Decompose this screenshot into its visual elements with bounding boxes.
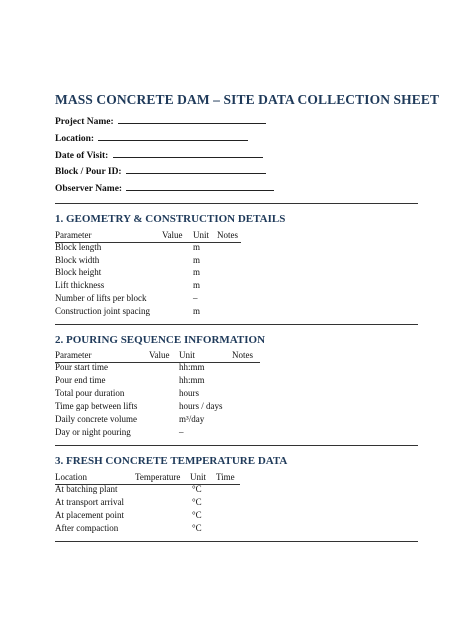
- date-of-visit-label: Date of Visit:: [55, 151, 109, 161]
- unit-cell: hours: [179, 388, 199, 398]
- divider: [55, 541, 418, 542]
- divider: [55, 324, 418, 325]
- parameter-cell: Pour end time: [55, 375, 106, 385]
- project-name-label: Project Name:: [55, 117, 114, 127]
- column-header: Unit: [190, 472, 207, 482]
- parameter-cell: Day or night pouring: [55, 427, 131, 437]
- column-header: Notes: [232, 350, 253, 360]
- parameter-cell: Number of lifts per block: [55, 293, 147, 303]
- parameter-cell: Lift thickness: [55, 280, 105, 290]
- block-pour-id-line[interactable]: [126, 164, 266, 174]
- parameter-cell: Block height: [55, 267, 102, 277]
- divider: [55, 445, 418, 446]
- parameter-cell: Construction joint spacing: [55, 306, 150, 316]
- column-header: Value: [149, 350, 170, 360]
- date-of-visit-field[interactable]: [55, 148, 263, 161]
- observer-name-line[interactable]: [126, 181, 274, 191]
- unit-cell: m: [193, 255, 201, 265]
- column-header: Unit: [193, 230, 210, 240]
- parameter-cell: Total pour duration: [55, 388, 125, 398]
- observer-name-field[interactable]: [55, 181, 274, 194]
- column-header: Time: [216, 472, 235, 482]
- unit-cell: °C: [192, 484, 202, 494]
- unit-cell: m: [193, 306, 201, 316]
- unit-cell: m: [193, 267, 201, 277]
- block-pour-id-label: Block / Pour ID:: [55, 167, 122, 177]
- section-title-geometry: 1. GEOMETRY & CONSTRUCTION DETAILS: [55, 213, 286, 225]
- divider: [55, 203, 418, 204]
- location-cell: At placement point: [55, 510, 124, 520]
- location-cell: At transport arrival: [55, 497, 124, 507]
- page-title: MASS CONCRETE DAM – SITE DATA COLLECTION SHEET: [55, 92, 440, 107]
- unit-cell: –: [193, 293, 198, 303]
- project-name-field[interactable]: [55, 114, 266, 127]
- parameter-cell: Block width: [55, 255, 100, 265]
- parameter-cell: Block length: [55, 242, 102, 252]
- unit-cell: °C: [192, 523, 202, 533]
- block-pour-id-field[interactable]: [55, 164, 266, 177]
- section-title-pouring: 2. POURING SEQUENCE INFORMATION: [55, 334, 266, 346]
- unit-cell: m: [193, 280, 201, 290]
- column-header: Location: [55, 472, 87, 482]
- column-header: Value: [162, 230, 183, 240]
- column-header: Parameter: [55, 350, 92, 360]
- column-header: Temperature: [135, 472, 181, 482]
- parameter-cell: Daily concrete volume: [55, 414, 137, 424]
- column-header: Unit: [179, 350, 196, 360]
- unit-cell: hh:mm: [179, 375, 205, 385]
- unit-cell: °C: [192, 510, 202, 520]
- unit-cell: m³/day: [179, 414, 205, 424]
- location-field[interactable]: [55, 131, 248, 144]
- location-line[interactable]: [98, 131, 248, 141]
- unit-cell: °C: [192, 497, 202, 507]
- section-title-temperature: 3. FRESH CONCRETE TEMPERATURE DATA: [55, 455, 288, 467]
- observer-name-label: Observer Name:: [55, 184, 123, 194]
- unit-cell: hh:mm: [179, 362, 205, 372]
- parameter-cell: Pour start time: [55, 362, 108, 372]
- location-label: Location:: [55, 134, 95, 144]
- column-header: Notes: [217, 230, 238, 240]
- date-of-visit-line[interactable]: [113, 148, 263, 158]
- location-cell: After compaction: [55, 523, 119, 533]
- unit-cell: hours / days: [179, 401, 223, 411]
- unit-cell: m: [193, 242, 201, 252]
- unit-cell: –: [179, 427, 184, 437]
- parameter-cell: Time gap between lifts: [55, 401, 138, 411]
- column-header: Parameter: [55, 230, 92, 240]
- project-name-line[interactable]: [118, 114, 266, 124]
- location-cell: At batching plant: [55, 484, 118, 494]
